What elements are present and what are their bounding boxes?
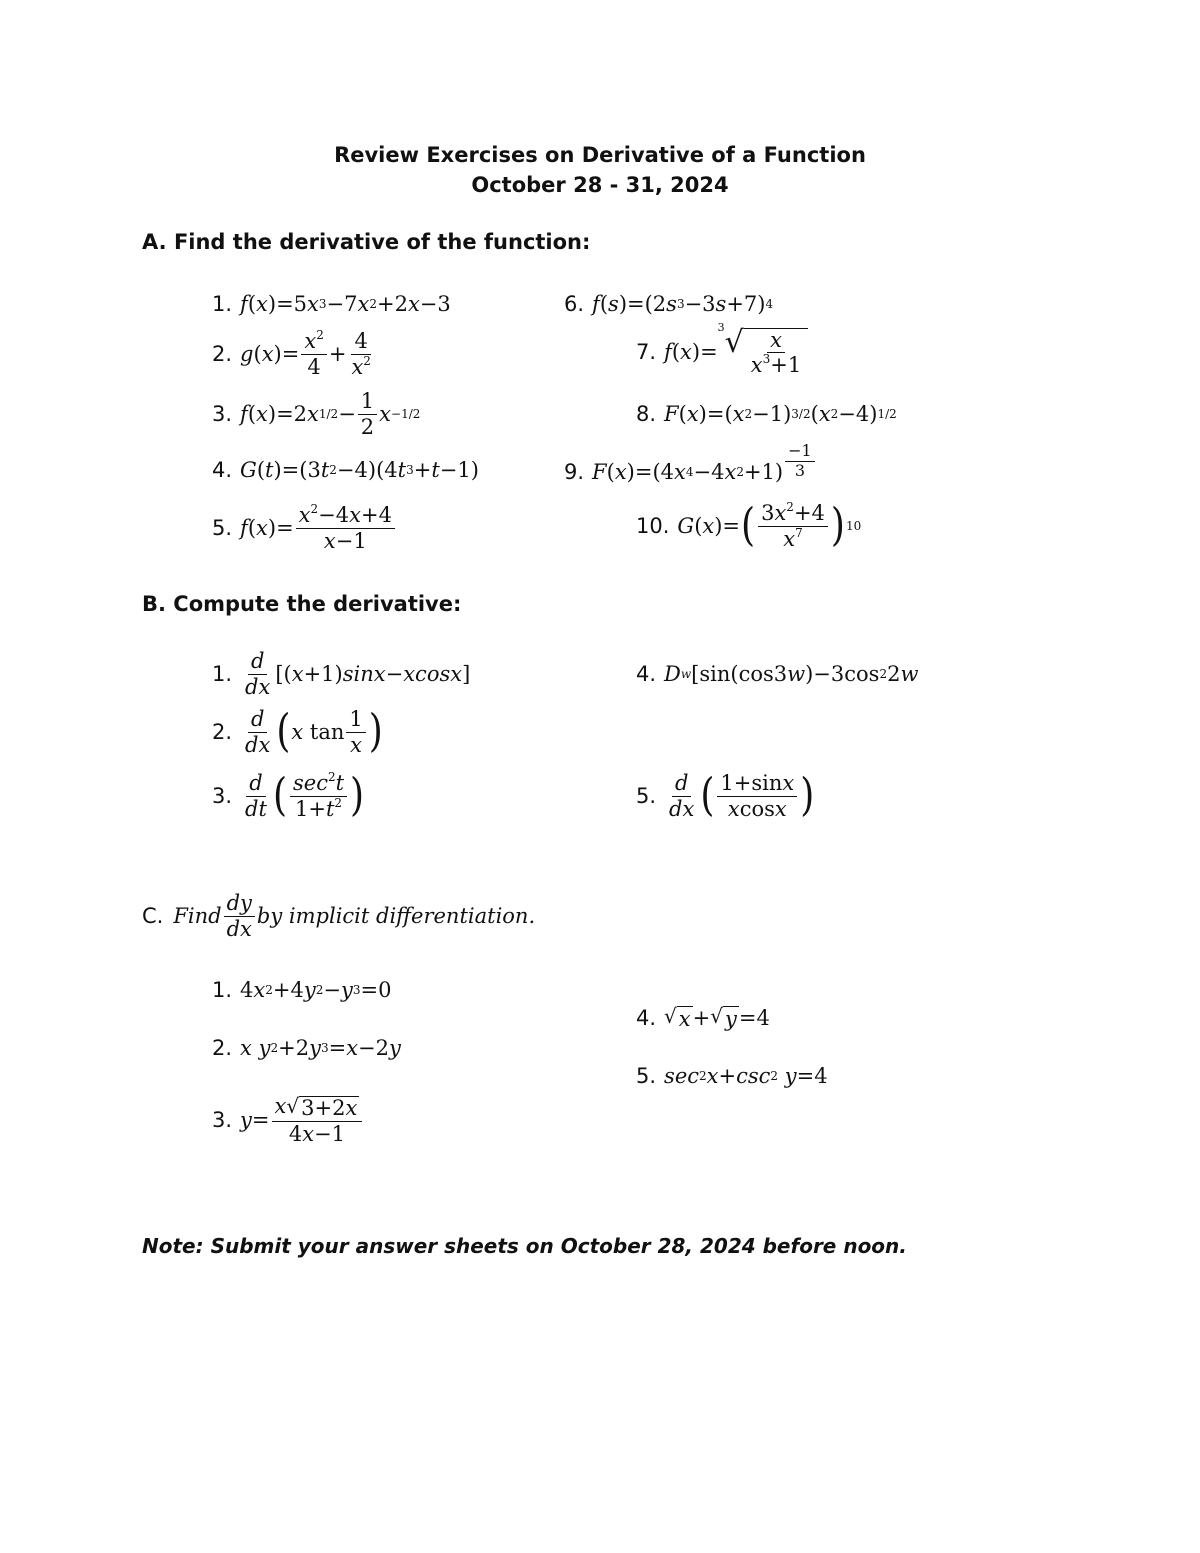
formula-a4: G ( t )=(3 t 2 −4)(4 t 3 + t −1) [240,458,479,482]
formula-b1: $\frac{d}{dx}$ [( x +1) sinx − xcosx ] [245,649,471,699]
formula-a7: f ( x )= 3 √ $\frac{x}{x^3+1}$ [664,328,808,376]
formula-b3: $\frac{d}{dt}$ ( $\frac{\sec^2t}{1+t^2}$ ) [245,769,365,821]
formula-c2: x y 2 +2 y 3 = x −2 y [240,1036,401,1060]
formula-b2: $\frac{d}{dx}$ ( x tan $\frac{1}{x}$ ) [245,705,383,757]
formula-a1: f ( x )=5 x 3 −7 x 2 +2 x −3 [240,292,451,316]
exercise-b5: 5. $\frac{d}{dx}$ ( $\frac{1+\sin x}{xcosx}$ ) [636,769,815,821]
section-a-label: A. [142,230,167,254]
formula-c3: y = x √ 3+2x 4x−1 [240,1095,364,1144]
section-c-find: Find [173,904,222,928]
exercise-c3: 3. y = x √ 3+2x 4x−1 [212,1090,364,1150]
exercise-b4: 4. D w [sin(cos3 w )−3cos 2 2 w [636,662,919,686]
exercise-b1: 1. $\frac{d}{dx}$ [( x +1) sinx − xcosx ] [212,649,471,699]
formula-c5: sec 2 x + csc 2 y =4 [664,1064,828,1088]
formula-b5: $\frac{d}{dx}$ ( $\frac{1+\sin x}{xcosx}$ ) [669,769,815,821]
section-c-dydx: $\frac{dy}{dx}$ [224,892,255,939]
formula-a9: F ( x )=(4 x 4 −4 x 2 +1) $\frac{-1}{3}$ [592,460,817,484]
document-date: October 28 - 31, 2024 [471,173,729,197]
formula-b4: D w [sin(cos3 w )−3cos 2 2 w [664,662,919,686]
formula-a5: f ( x )= $\frac{x^2-4x+4}{x-1}$ [240,504,397,551]
exercise-a5: 5. f ( x )= $\frac{x^2-4x+4}{x-1}$ [212,498,397,558]
exercise-a7: 7. f ( x )= 3 √ $\frac{x}{x^3+1}$ [636,322,808,382]
exercise-a3: 3. f ( x )=2 x 1/2 − $\frac{1}{2}$ x −1/2 [212,389,421,439]
exercise-c4: 4. √ x + √ y =4 [636,1003,770,1031]
document-title: Review Exercises on Derivative of a Function [334,143,866,167]
formula-a2: g ( x )= $\frac{x^2}{4}$ + $\frac{4}{x^2}$ [240,328,371,379]
exercise-a9: 9. F ( x )=(4 x 4 −4 x 2 +1) $\frac{-1}{3}$ [564,442,817,502]
submission-note: Note: Submit your answer sheets on October 28, 2024 before noon. [142,1234,907,1258]
exercise-a4: 4. G ( t )=(3 t 2 −4)(4 t 3 + t −1) [212,458,479,482]
exercise-a6: 6. f ( s )=(2 s 3 −3 s +7) 4 [564,292,774,316]
formula-c1: 4 x 2 +4 y 2 − y 3 =0 [240,978,392,1002]
exercise-a8: 8. F ( x )=( x 2 −1) 3/2 ( x 2 −4) 1/2 [636,402,897,426]
exercise-a2: 2. g ( x )= $\frac{x^2}{4}$ + $\frac{4}{x^2}$ [212,324,376,384]
section-b-text: Compute the derivative: [173,592,462,616]
exercise-b3: 3. $\frac{d}{dt}$ ( $\frac{\sec^2t}{1+t^2}$ ) [212,769,365,821]
formula-a8: F ( x )=( x 2 −1) 3/2 ( x 2 −4) 1/2 [664,402,897,426]
section-b-label: B. [142,592,166,616]
exercise-c1: 1. 4 x 2 +4 y 2 − y 3 =0 [212,978,392,1002]
formula-a6: f ( s )=(2 s 3 −3 s +7) 4 [592,292,774,316]
section-b-heading [142,592,461,616]
formula-a10: G ( x )= ( $\frac{3x^2+4}{x^7}$ ) 10 [677,499,862,551]
section-c-label: C. [142,904,164,928]
exercise-c2: 2. x y 2 +2 y 3 = x −2 y [212,1036,401,1060]
exercise-b2: 2. $\frac{d}{dx}$ ( x tan $\frac{1}{x}$ ) [212,705,383,757]
formula-a3: f ( x )=2 x 1/2 − $\frac{1}{2}$ x −1/2 [240,389,421,439]
section-a-text: Find the derivative of the function: [173,230,591,254]
section-c-rest: by implicit differentiation. [256,904,536,928]
section-a-heading [142,230,590,254]
exercise-a1: 1. f ( x )=5 x 3 −7 x 2 +2 x −3 [212,292,451,316]
formula-c4: √ x + √ y =4 [664,1003,770,1031]
exercise-a10: 10. G ( x )= ( $\frac{3x^2+4}{x^7}$ ) 10 [636,499,862,551]
section-c-heading [142,888,535,944]
exercise-c5: 5. sec 2 x + csc 2 y =4 [636,1064,828,1088]
